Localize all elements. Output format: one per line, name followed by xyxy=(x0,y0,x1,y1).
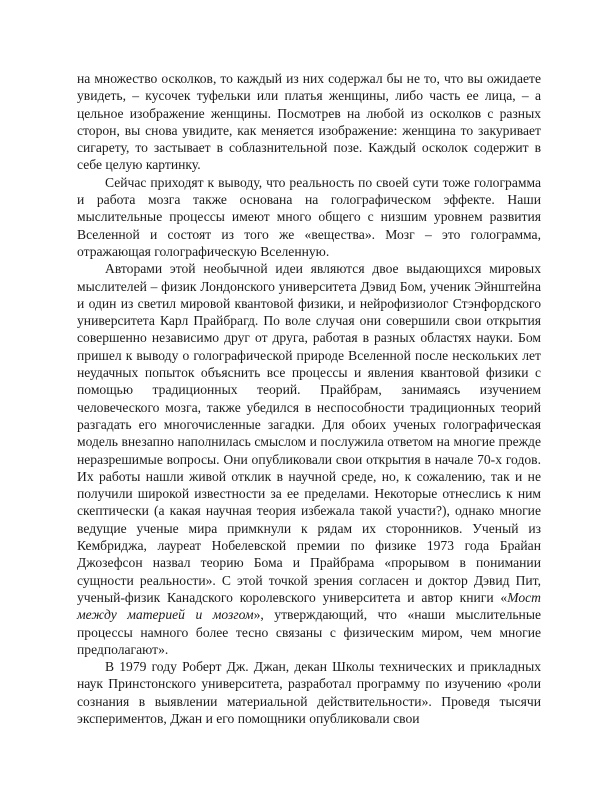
body-text xyxy=(77,70,541,727)
paragraph-1-text: на множество осколков, то каждый из них содержал бы не то, что вы ожидаете увидеть, – кусочек туфельки или платья женщины, либо часть ее лица, – а цельное изображение женщины. Посмотрев на любой из осколков с разных сторон, вы снова увидите, как меняется изображение: женщина то закуривает сигарету, то застывает в соблазнительной позе. Каждый осколок содержит в себе целую картинку. xyxy=(77,71,541,173)
book-title: Мост между материей и мозгом xyxy=(77,589,541,623)
paragraph-2 xyxy=(77,174,541,260)
paragraph-4 xyxy=(77,658,541,727)
paragraph-2-text: Сейчас приходят к выводу, что реальность по своей сути тоже голограмма и работа мозга также основана на голографическом эффекте. Наши мыслительные процессы имеют много общего с низшим уровнем развития Вселенной и состоят из того же «вещества». Мозг – это голограмма, отражающая голографическую Вселенную. xyxy=(77,174,541,259)
paragraph-1 xyxy=(77,70,541,174)
paragraph-4-text: В 1979 году Роберт Дж. Джан, декан Школы технических и прикладных наук Принстонского университета, разработал программу по изучению «роли сознания в выявлении материальной действительности». Проведя тысячи экспериментов, Джан и его помощники опубликовали свои xyxy=(77,659,541,726)
paragraph-3-text: Авторами этой необычной идеи являются двое выдающихся мировых мыслителей – физик Лондонского университета Дэвид Бом, ученик Эйнштейна и один из светил мировой квантовой физики, и нейрофизиолог Стэнфордского университета Карл Прайбрагд. По воле случая они совершили свои открытия совершенно независимо друг от друга, работая в разных областях науки. Бом пришел к выводу о голографической природе Вселенной после нескольких лет неудачных попыток объяснить все процессы и явления квантовой физики с помощью традиционных теорий. Прайбрам, занимаясь изучением человеческого мозга, также убедился в неспособности традиционных теорий разгадать его многочисленные загадки. Для обоих ученых голографическая модель внезапно наполнилась смыслом и послужила ответом на многие прежде неразрешимые вопросы. Они опубликовали свои открытия в начале 70-х годов. Их работы нашли живой отклик в научной среде, но, к сожалению, так и не получили широкой известности за ее пределами. Некоторые отнеслись к ним скептически (а какая научная теория избежала такой участи?), однако многие ведущие ученые мира примкнули к рядам их сторонников. Ученый из Кембриджа, лауреат Нобелевской премии по физике 1973 года Брайан Джозефсон назвал теорию Бома и Прайбрама «прорывом в понимании сущности реальности». С этой точкой зрения согласен и доктор Дэвид Пит, ученый-физик Канадского королевского университета и автор книги « xyxy=(77,261,541,605)
paragraph-3 xyxy=(77,260,541,658)
paragraph-3-text-end: », утверждающий, что «наши мыслительные процессы намного более тесно связаны с физическим миром, чем многие предполагают». xyxy=(77,607,542,657)
